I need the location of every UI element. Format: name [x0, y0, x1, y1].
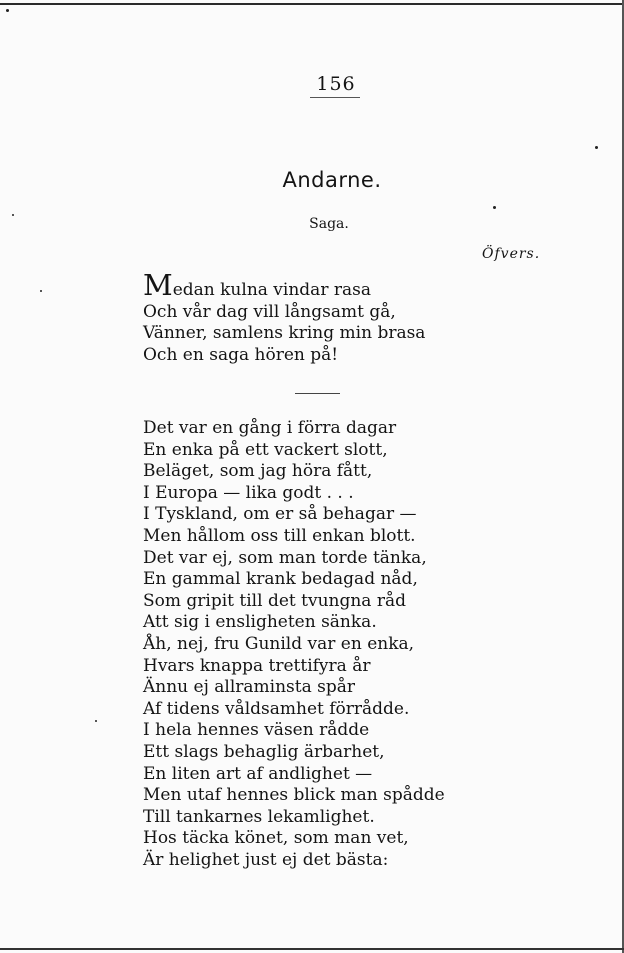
- verse-line: En liten art af andlighet —: [143, 763, 373, 784]
- ink-speck: [6, 9, 9, 12]
- verse-line: [143, 268, 425, 302]
- verse-line: Att sig i ensligheten sänka.: [143, 612, 377, 633]
- ink-speck: [95, 720, 97, 722]
- verse-line: Men utaf hennes blick man spådde: [143, 785, 445, 806]
- ink-speck: [595, 146, 598, 149]
- page-number: 156: [316, 73, 356, 95]
- verse-line: Det var en gång i förra dagar: [143, 418, 397, 438]
- verse-line: Vänner, samlens kring min brasa: [143, 323, 426, 344]
- poem-title: Andarne.: [282, 168, 382, 192]
- verse-line: Är helighet just ej det bästa:: [143, 849, 389, 870]
- verse-line: Åh, nej, fru Gunild var en enka,: [143, 633, 415, 654]
- verse-line: Ännu ej allraminsta spår: [143, 677, 356, 698]
- verse-line: Hos täcka könet, som man vet,: [143, 828, 409, 849]
- verse-line: En gammal krank bedagad nåd,: [143, 569, 418, 590]
- drop-cap: M: [143, 268, 173, 302]
- verse-line: Ett slags behaglig ärbarhet,: [143, 741, 385, 762]
- verse-line: Beläget, som jag höra fått,: [143, 461, 373, 482]
- verse-line-text: edan kulna vindar rasa: [172, 280, 371, 300]
- page-number-rule: [310, 97, 360, 98]
- verse-line: I Europa — lika godt . . .: [143, 482, 354, 503]
- verse-line: Men hållom oss till enkan blott.: [143, 525, 416, 546]
- stanza-2: [143, 418, 445, 871]
- verse-line: Af tidens våldsamhet förrådde.: [143, 698, 410, 719]
- verse-line: Till tankarnes lekamlighet.: [143, 806, 375, 827]
- scan-edge-bottom: [0, 948, 624, 950]
- verse-line: I hela hennes väsen rådde: [143, 720, 370, 741]
- poem-subtitle: Saga.: [309, 216, 349, 232]
- verse-line: En enka på ett vackert slott,: [143, 439, 388, 460]
- verse-line: Och en saga hören på!: [143, 344, 339, 365]
- verse-line: I Tyskland, om er så behagar —: [143, 504, 417, 525]
- section-rule: [295, 393, 340, 394]
- verse-line: Och vår dag vill långsamt gå,: [143, 301, 396, 322]
- scan-edge-top: [0, 3, 624, 5]
- verse-line: Som gripit till det tvungna råd: [143, 590, 406, 611]
- ink-speck: [40, 290, 42, 292]
- translator-note: Öfvers.: [482, 246, 541, 262]
- stanza-1: [143, 268, 426, 366]
- verse-line: Det var ej, som man torde tänka,: [143, 547, 427, 568]
- verse-line: Hvars knappa trettifyra år: [143, 655, 371, 676]
- ink-speck: [493, 206, 496, 209]
